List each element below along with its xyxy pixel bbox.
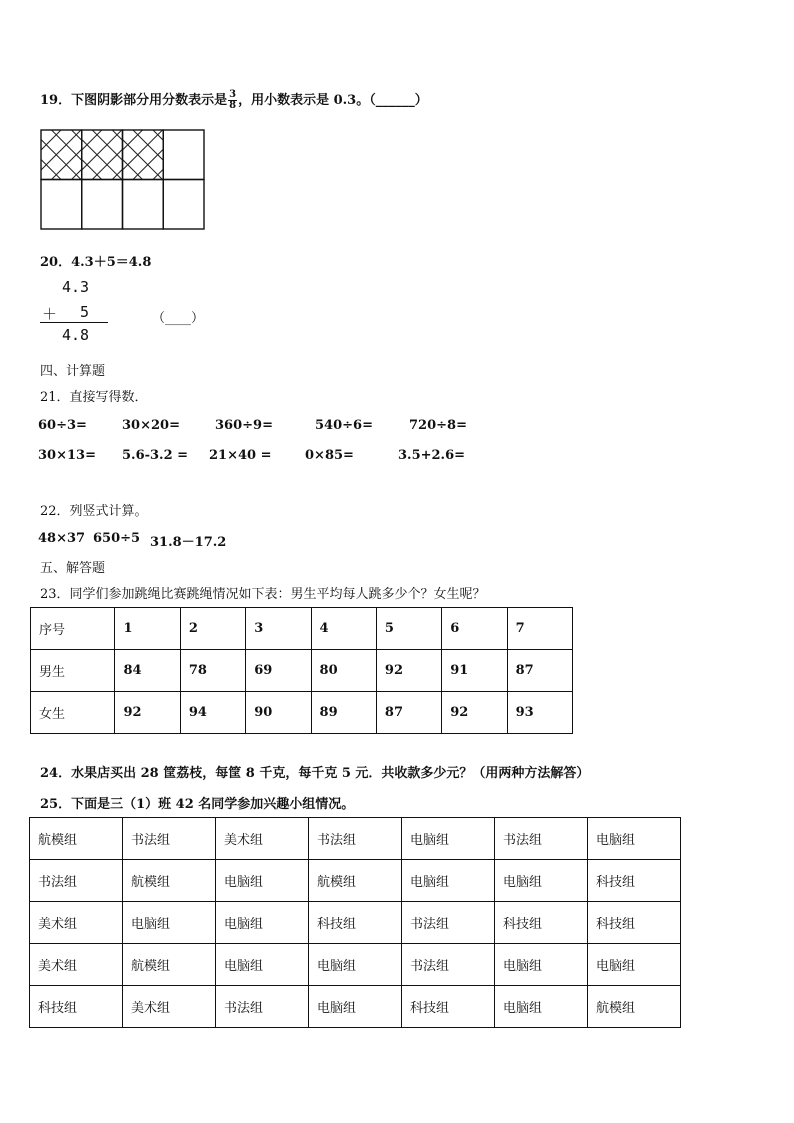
hatch-line	[152, 130, 202, 180]
table-cell: 2	[180, 608, 245, 650]
table-row	[30, 986, 681, 1028]
table-cell: 69	[246, 650, 311, 692]
hatch-line	[40, 130, 82, 180]
hatch-line	[73, 130, 123, 180]
q25-table	[29, 817, 681, 1028]
q20-vertical-top: 4.3	[62, 278, 90, 296]
table-cell: 航模组	[309, 860, 402, 902]
grid-cell	[123, 180, 164, 230]
section-5-heading: 五、解答题	[40, 561, 106, 576]
hatch-line	[40, 130, 81, 180]
table-cell: 1	[115, 608, 180, 650]
table-cell: 5	[376, 608, 441, 650]
table-cell: 科技组	[588, 902, 681, 944]
table-cell: 90	[246, 692, 311, 734]
table-cell: 书法组	[309, 818, 402, 860]
table-cell: 书法组	[216, 986, 309, 1028]
table-cell: 电脑组	[495, 986, 588, 1028]
hatch-line	[92, 130, 142, 180]
table-cell: 书法组	[123, 818, 216, 860]
grid-cell	[41, 180, 82, 230]
q21-row2-item: 3.5+2.6=	[398, 448, 466, 463]
hatch-line	[40, 130, 81, 180]
table-cell: 电脑组	[309, 986, 402, 1028]
table-row	[31, 692, 573, 734]
grid-cell	[163, 180, 204, 230]
table-cell: 美术组	[30, 902, 123, 944]
table-cell: 92	[376, 650, 441, 692]
table-cell: 书法组	[30, 860, 123, 902]
table-cell: 电脑组	[402, 818, 495, 860]
q21-row1-item: 360÷9=	[215, 418, 273, 433]
table-cell: 序号	[31, 608, 115, 650]
q21-row2-item: 30×13=	[38, 448, 96, 463]
table-cell: 美术组	[123, 986, 216, 1028]
table-cell: 书法组	[402, 944, 495, 986]
table-cell: 4	[311, 608, 376, 650]
hatch-line	[73, 130, 123, 180]
hatch-line	[40, 130, 61, 180]
table-cell: 93	[507, 692, 572, 734]
table-cell: 科技组	[588, 860, 681, 902]
section-4-heading: 四、计算题	[40, 364, 106, 379]
table-cell: 男生	[31, 650, 115, 692]
table-cell: 航模组	[588, 986, 681, 1028]
q19-suffix: ，用小数表示是 0.3。（______）	[238, 93, 428, 108]
q20-text: 20．4.3＋5＝4.8	[40, 255, 152, 270]
q22-item: 48×37	[38, 531, 86, 546]
table-cell: 电脑组	[495, 944, 588, 986]
table-cell: 航模组	[30, 818, 123, 860]
table-cell: 78	[180, 650, 245, 692]
table-cell: 电脑组	[216, 860, 309, 902]
q21-row1-item: 60÷3=	[38, 418, 87, 433]
table-row	[31, 650, 573, 692]
q20-vertical-plus: ＋	[42, 305, 58, 323]
table-cell: 84	[115, 650, 180, 692]
table-cell: 89	[311, 692, 376, 734]
hatch-line	[193, 130, 205, 180]
q25-title: 25．下面是三（1）班 42 名同学参加兴趣小组情况。	[40, 797, 355, 812]
table-cell: 女生	[31, 692, 115, 734]
table-cell: 科技组	[402, 986, 495, 1028]
table-cell: 电脑组	[495, 860, 588, 902]
q21-row1-item: 720÷8=	[409, 418, 467, 433]
table-cell: 94	[180, 692, 245, 734]
table-row	[30, 860, 681, 902]
table-cell: 87	[376, 692, 441, 734]
q19-fraction	[228, 90, 237, 111]
hatch-line	[92, 130, 142, 180]
table-cell: 科技组	[495, 902, 588, 944]
q20-vertical-addend: 5	[80, 303, 90, 321]
grid-cell	[163, 130, 204, 180]
hatch-line	[173, 130, 205, 180]
q21-row2-item: 0×85=	[305, 448, 354, 463]
hatch-line	[173, 130, 205, 180]
hatch-line	[132, 130, 182, 180]
table-cell: 6	[442, 608, 507, 650]
q24-title: 24．水果店买出 28 筐荔枝，每筐 8 千克，每千克 5 元．共收款多少元？（用两种方法解答）	[40, 766, 590, 781]
q20-vertical-rule	[40, 322, 108, 323]
hatch-line	[152, 130, 202, 180]
table-row	[30, 902, 681, 944]
table-cell: 电脑组	[216, 944, 309, 986]
hatch-line	[132, 130, 182, 180]
q23-table	[30, 607, 573, 734]
q22-item: 31.8－17.2	[150, 535, 227, 550]
table-cell: 92	[115, 692, 180, 734]
table-cell: 电脑组	[402, 860, 495, 902]
table-cell: 科技组	[309, 902, 402, 944]
table-row	[31, 608, 573, 650]
table-cell: 7	[507, 608, 572, 650]
table-cell: 电脑组	[309, 944, 402, 986]
table-cell: 91	[442, 650, 507, 692]
table-cell: 科技组	[30, 986, 123, 1028]
q19-prefix: 19．下图阴影部分用分数表示是	[40, 93, 228, 108]
q21-row2-item: 5.6-3.2 =	[122, 448, 189, 463]
table-row	[30, 944, 681, 986]
table-cell: 电脑组	[123, 902, 216, 944]
table-cell: 美术组	[216, 818, 309, 860]
hatch-line	[193, 130, 205, 180]
q21-row2-item: 21×40 =	[209, 448, 272, 463]
q19-fraction-numerator: 3	[229, 89, 237, 100]
table-cell: 美术组	[30, 944, 123, 986]
hatch-line	[112, 130, 162, 180]
q22-item: 650÷5	[93, 531, 141, 546]
q22-title: 22．列竖式计算。	[40, 504, 148, 519]
table-row	[30, 818, 681, 860]
q23-title: 23．同学们参加跳绳比赛跳绳情况如下表：男生平均每人跳多少个？女生呢？	[40, 587, 486, 602]
q19-fraction-denominator: 8	[229, 100, 237, 111]
q20-answer-blank[interactable]: （____）	[152, 311, 205, 326]
table-cell: 航模组	[123, 944, 216, 986]
table-cell: 书法组	[402, 902, 495, 944]
table-cell: 3	[246, 608, 311, 650]
q21-row1-item: 30×20=	[122, 418, 180, 433]
hatch-line	[40, 130, 61, 180]
hatch-line	[112, 130, 162, 180]
table-cell: 电脑组	[216, 902, 309, 944]
table-cell: 电脑组	[588, 944, 681, 986]
q19-text	[40, 89, 428, 111]
q21-row1-item: 540÷6=	[315, 418, 373, 433]
q19-shaded-grid	[40, 129, 205, 230]
grid-cell	[82, 180, 123, 230]
table-cell: 电脑组	[588, 818, 681, 860]
table-cell: 92	[442, 692, 507, 734]
table-cell: 80	[311, 650, 376, 692]
table-cell: 航模组	[123, 860, 216, 902]
q20-vertical-result: 4.8	[62, 326, 90, 344]
table-cell: 书法组	[495, 818, 588, 860]
table-cell: 87	[507, 650, 572, 692]
hatch-line	[40, 130, 82, 180]
q21-title: 21．直接写得数．	[40, 390, 148, 405]
